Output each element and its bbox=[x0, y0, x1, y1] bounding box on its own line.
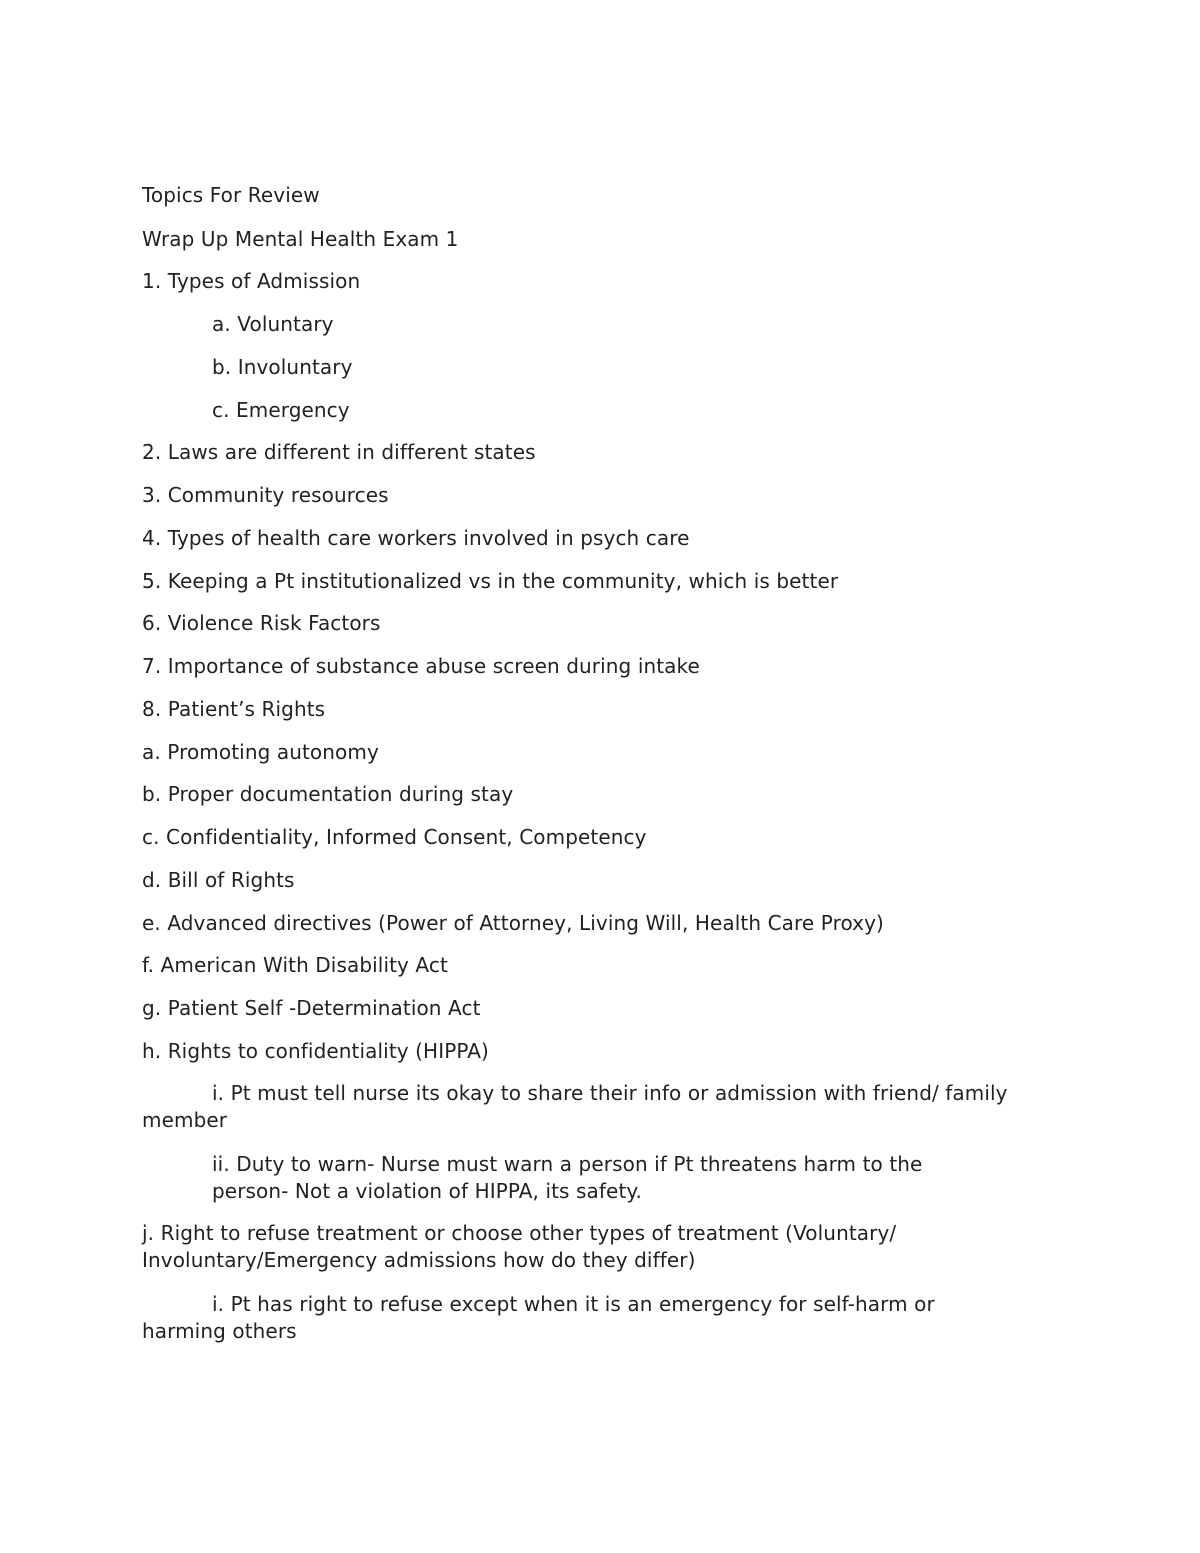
list-item: i. Pt must tell nurse its okay to share their info or admission with friend/ family member bbox=[142, 1081, 1008, 1132]
list-item: 6. Violence Risk Factors bbox=[142, 611, 381, 635]
list-item: 5. Keeping a Pt institutionalized vs in the community, which is better bbox=[142, 569, 839, 593]
document-subtitle: Wrap Up Mental Health Exam 1 bbox=[142, 227, 459, 251]
list-item: c. Emergency bbox=[212, 398, 350, 422]
list-item: j. Right to refuse treatment or choose other types of treatment (Voluntary/ Involuntary/Emergency admissions how do they differ) bbox=[142, 1221, 897, 1272]
list-item: e. Advanced directives (Power of Attorney, Living Will, Health Care Proxy) bbox=[142, 911, 884, 935]
list-item: 8. Patient’s Rights bbox=[142, 697, 326, 721]
list-item: i. Pt has right to refuse except when it is an emergency for self-harm or harming others bbox=[142, 1292, 935, 1343]
list-item: ii. Duty to warn- Nurse must warn a person if Pt threatens harm to the person- Not a violation of HIPPA, its safety. bbox=[212, 1152, 923, 1203]
list-item: c. Confidentiality, Informed Consent, Competency bbox=[142, 825, 647, 849]
list-item: 1. Types of Admission bbox=[142, 269, 361, 293]
list-item: g. Patient Self -Determination Act bbox=[142, 996, 481, 1020]
document-title: Topics For Review bbox=[142, 183, 320, 207]
list-item: b. Proper documentation during stay bbox=[142, 782, 514, 806]
list-item: 2. Laws are different in different states bbox=[142, 440, 536, 464]
list-item: d. Bill of Rights bbox=[142, 868, 295, 892]
list-item: h. Rights to confidentiality (HIPPA) bbox=[142, 1039, 489, 1063]
list-item: a. Promoting autonomy bbox=[142, 740, 379, 764]
list-item: f. American With Disability Act bbox=[142, 953, 448, 977]
list-item: a. Voluntary bbox=[212, 312, 334, 336]
list-item: 7. Importance of substance abuse screen during intake bbox=[142, 654, 700, 678]
list-item: b. Involuntary bbox=[212, 355, 353, 379]
list-item: 4. Types of health care workers involved in psych care bbox=[142, 526, 690, 550]
list-item: 3. Community resources bbox=[142, 483, 389, 507]
